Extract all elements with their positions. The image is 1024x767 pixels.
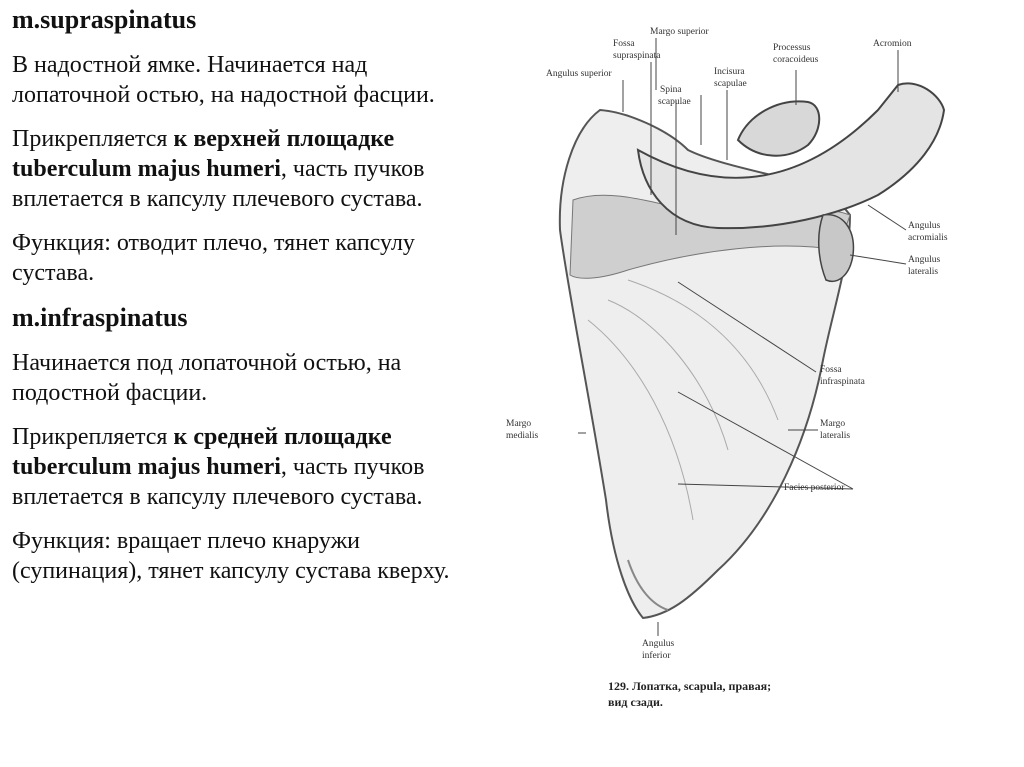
label-facies-posterior: Facies posterior bbox=[784, 483, 845, 493]
label-processus: Processus bbox=[773, 43, 811, 53]
label-margo-lateralis: Margo bbox=[820, 419, 846, 429]
insertion-prefix: Прикрепляется bbox=[12, 126, 174, 152]
label-incisura: Incisura bbox=[714, 67, 745, 77]
label-margo-superior: Margo superior bbox=[650, 27, 709, 37]
insertion-bold: к верхней площадке tuberculum majus humeri bbox=[12, 126, 395, 182]
supraspinatus-origin: В надостной ямке. Начинается над лопаточной остью, на надостной фасции. bbox=[12, 52, 435, 108]
scapula-drawing bbox=[478, 0, 1024, 767]
label-acromion: Acromion bbox=[873, 39, 912, 49]
insertion-bold: к средней площадке tuberculum majus humeri bbox=[12, 424, 392, 480]
label-fossa-supraspinata-2: supraspinata bbox=[613, 51, 661, 61]
label-fossa-supraspinata: Fossa bbox=[613, 39, 635, 49]
insertion-prefix: Прикрепляется bbox=[12, 424, 174, 450]
figure-caption-line2: вид сзади. bbox=[608, 695, 663, 709]
insertion-suffix: , часть пучков вплетается в капсулу плечевого сустава. bbox=[12, 454, 425, 510]
label-margo-medialis: Margo bbox=[506, 419, 532, 429]
supraspinatus-insertion bbox=[12, 124, 482, 214]
infraspinatus-insertion bbox=[12, 422, 482, 512]
label-coracoideus: coracoideus bbox=[773, 55, 819, 65]
infraspinatus-origin: Начинается под лопаточной остью, на подостной фасции. bbox=[12, 350, 402, 406]
label-angulus-lateralis: Angulus bbox=[908, 255, 941, 265]
label-incisura-scapulae: scapulae bbox=[714, 79, 747, 89]
insertion-suffix: , часть пучков вплетается в капсулу плечевого сустава. bbox=[12, 156, 425, 212]
label-fossa-infraspinata: Fossa bbox=[820, 365, 842, 375]
label-angulus-superior: Angulus superior bbox=[546, 69, 612, 79]
coracoid bbox=[738, 101, 819, 155]
heading-supraspinatus: m.supraspinatus bbox=[12, 5, 197, 34]
label-margo-medialis-2: medialis bbox=[506, 431, 539, 441]
label-spina-scapulae: scapulae bbox=[658, 97, 691, 107]
supraspinatus-function: Функция: отводит плечо, тянет капсулу сустава. bbox=[12, 230, 415, 286]
label-angulus-inferior: Angulus bbox=[642, 639, 675, 649]
heading-infraspinatus: m.infraspinatus bbox=[12, 303, 188, 332]
label-angulus-lateralis-2: lateralis bbox=[908, 267, 939, 277]
scapula-illustration bbox=[478, 0, 1024, 767]
text-column bbox=[12, 4, 482, 600]
label-fossa-infraspinata-2: infraspinata bbox=[820, 377, 865, 387]
figure-caption-line1: 129. Лопатка, scapula, правая; bbox=[608, 679, 772, 693]
label-angulus-acromialis-2: acromialis bbox=[908, 233, 948, 243]
infraspinatus-function: Функция: вращает плечо кнаружи (супинация), тянет капсулу сустава кверху. bbox=[12, 528, 450, 584]
label-spina: Spina bbox=[660, 85, 682, 95]
label-angulus-acromialis: Angulus bbox=[908, 221, 941, 231]
label-margo-lateralis-2: lateralis bbox=[820, 431, 851, 441]
label-angulus-inferior-2: inferior bbox=[642, 651, 671, 661]
